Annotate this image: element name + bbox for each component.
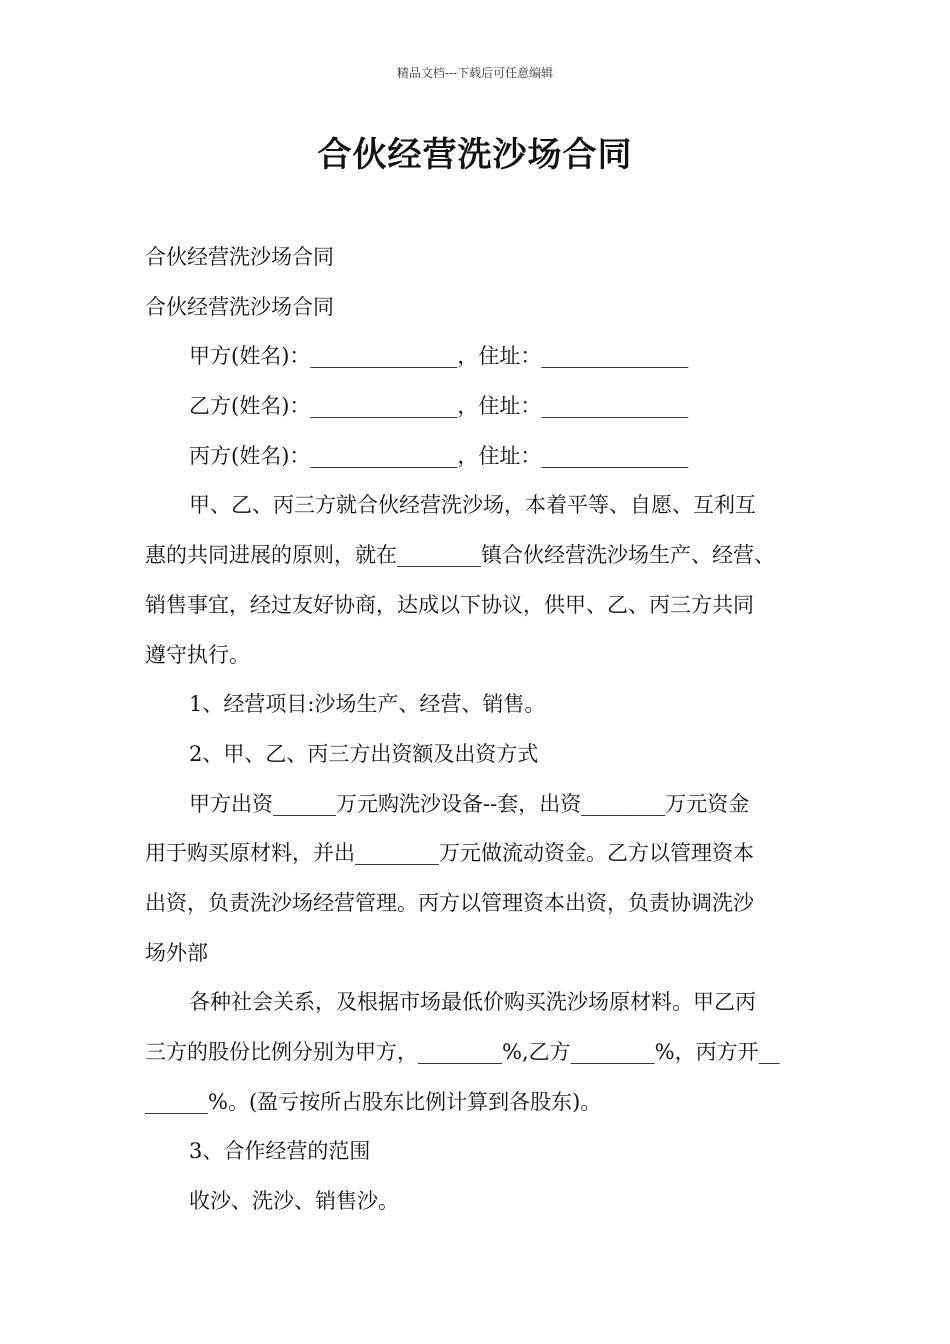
clause-3: 3、合作经营的范围 [189,1139,371,1164]
body-line-2: 合伙经营洗沙场合同 [145,294,334,319]
body-line-7: 惠的共同进展的原则，就在________镇合伙经营洗沙场生产、经营、 [145,543,775,568]
body-line-14: 出资，负责洗沙场经营管理。丙方以管理资本出资，负责协调洗沙 [145,890,754,915]
body-line-12: 甲方出资______万元购洗沙设备--套，出资________万元资金 [189,791,750,816]
body-line-15: 场外部 [145,940,208,965]
body-line-16: 各种社会关系，及根据市场最低价购买洗沙场原材料。甲乙丙 [189,990,756,1015]
clause-1: 1、经营项目:沙场生产、经营、销售。 [189,692,546,717]
document-title: 合伙经营洗沙场合同 [317,135,633,175]
party-b-line: 乙方(姓名)：______________，住址：______________ [189,394,689,419]
body-line-9: 遵守执行。 [145,642,250,667]
body-line-17: 三方的股份比例分别为甲方，________%,乙方________%，丙方开__ [145,1040,780,1064]
contract-body [145,233,835,1227]
body-line-13: 用于购买原材料，并出________万元做流动资金。乙方以管理资本 [145,841,754,866]
party-a-line: 甲方(姓名)：______________，住址：______________ [189,344,689,369]
body-line-20: 收沙、洗沙、销售沙。 [189,1189,399,1214]
party-c-line: 丙方(姓名)：______________，住址：______________ [189,443,689,468]
page-header: 精品文档---下载后可任意编辑 [396,66,554,80]
body-line-6: 甲、乙、丙三方就合伙经营洗沙场，本着平等、自愿、互利互 [189,493,756,518]
body-line-1: 合伙经营洗沙场合同 [145,245,334,269]
body-line-8: 销售事宜，经过友好协商，达成以下协议，供甲、乙、丙三方共同 [145,592,754,617]
body-line-18: ______%。(盈亏按所占股东比例计算到各股东)。 [145,1089,602,1114]
clause-2: 2、甲、乙、丙三方出资额及出资方式 [189,741,539,766]
